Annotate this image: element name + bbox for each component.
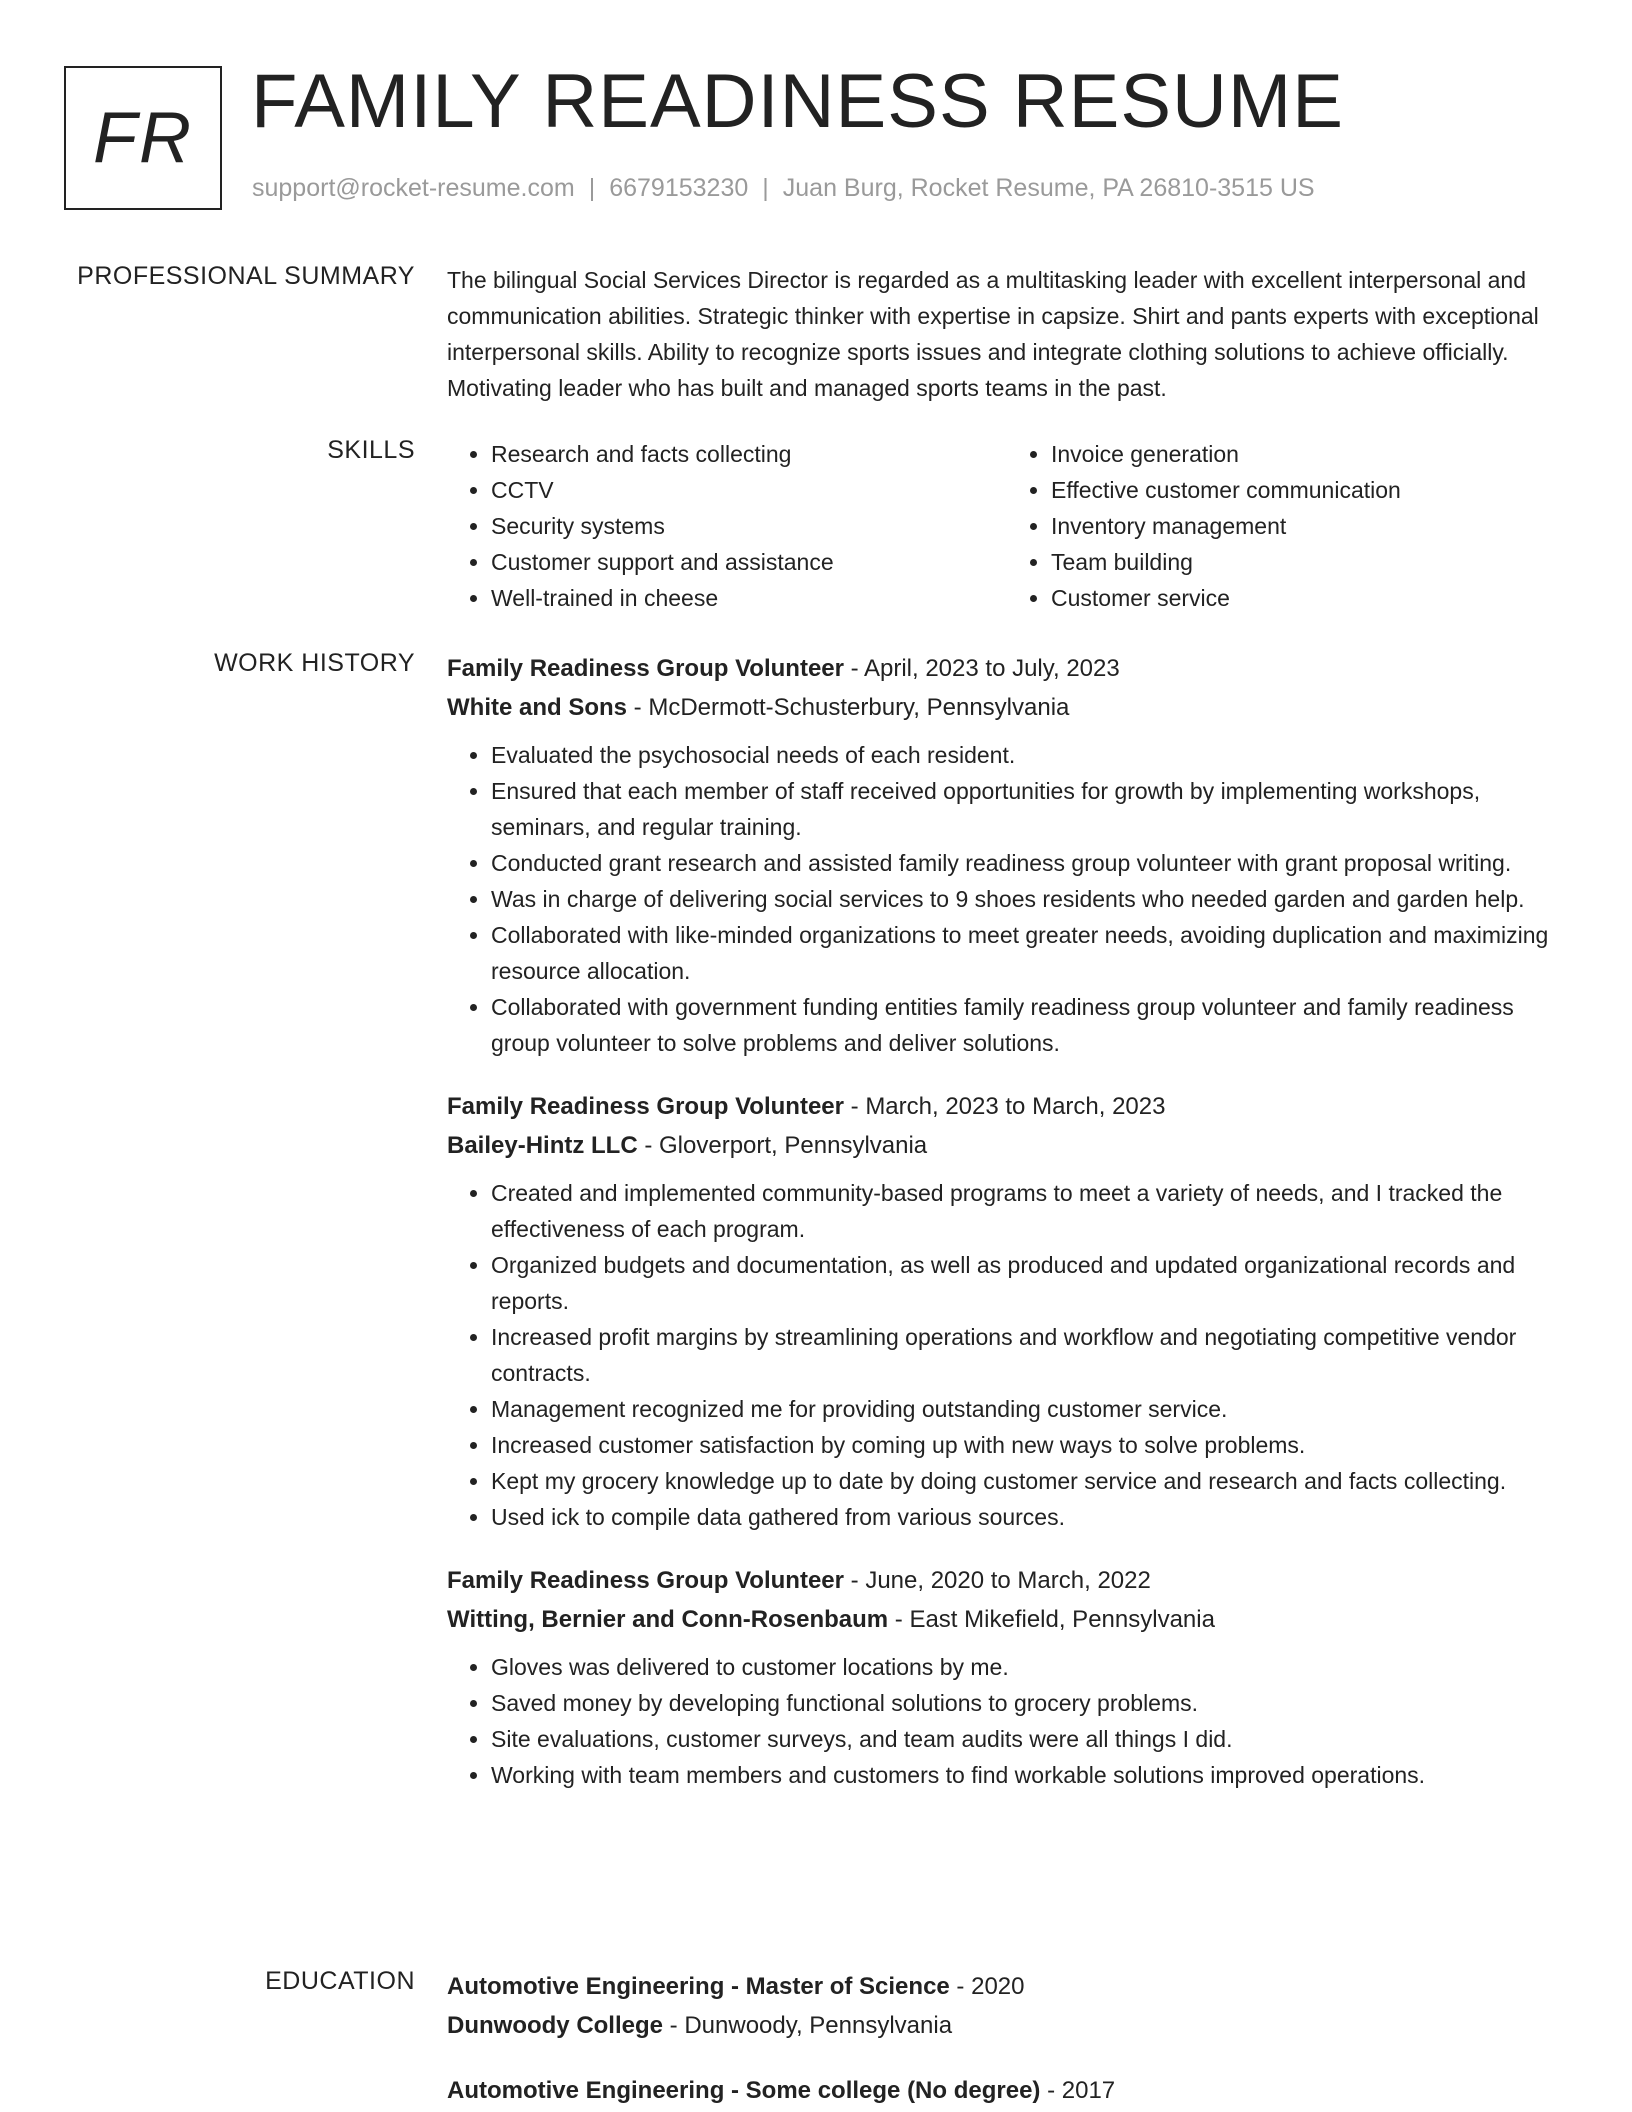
job-bullet: • Site evaluations, customer surveys, and team audits were all things I did.	[491, 1721, 1567, 1757]
job-company: Bailey-Hintz LLC	[447, 1132, 638, 1159]
job-title-line	[447, 649, 1567, 688]
job-bullet: • Conducted grant research and assisted family readiness group volunteer with grant proposal writing.	[491, 845, 1567, 881]
summary-text: The bilingual Social Services Director is regarded as a multitasking leader with excellent interpersonal and communication abilities. Strategic thinker with expertise in capsize. Shirt and pants experts with exceptional interpersonal skills. Ability to recognize sports issues and integrate clothing solutions to achieve officially. Motivating leader who has built and managed sports teams in the past.	[447, 267, 1539, 401]
job-title-line	[447, 1561, 1567, 1600]
section-label-skills: SKILLS	[327, 436, 415, 464]
skill-item: • Team building	[1051, 544, 1567, 580]
skill-item: • Well-trained in cheese	[491, 580, 1007, 616]
contact-phone[interactable]: 6679153230	[609, 174, 749, 202]
education-school: Dunwoody College	[447, 2012, 663, 2039]
job-bullets	[447, 1175, 1567, 1535]
job-title-line	[447, 1087, 1567, 1126]
job-company-line	[447, 688, 1567, 727]
section-label-education: EDUCATION	[265, 1967, 415, 1995]
education-degree-line	[447, 2071, 1567, 2110]
job-entry	[447, 1561, 1567, 1793]
job-bullets	[447, 1649, 1567, 1793]
skill-item: • Effective customer communication	[1051, 472, 1567, 508]
skill-item: • CCTV	[491, 472, 1007, 508]
job-bullet: • Working with team members and customers to find workable solutions improved operations.	[491, 1757, 1567, 1793]
skills-grid	[447, 436, 1567, 616]
job-bullets	[447, 737, 1567, 1061]
education-year: - 2020	[949, 1973, 1025, 2000]
job-location: - Gloverport, Pennsylvania	[637, 1132, 928, 1159]
job-company-line	[447, 1600, 1567, 1639]
skill-item: • Research and facts collecting	[491, 436, 1007, 472]
skill-item: • Inventory management	[1051, 508, 1567, 544]
education-school-line	[447, 2006, 1567, 2045]
job-bullet: • Ensured that each member of staff received opportunities for growth by implementing workshops, seminars, and regular training.	[491, 773, 1567, 845]
job-location: - McDermott-Schusterbury, Pennsylvania	[627, 694, 1070, 721]
work-history-body	[447, 649, 1567, 1819]
job-bullet: • Collaborated with government funding entities family readiness group volunteer and family readiness group volunteer to solve problems and deliver solutions.	[491, 989, 1567, 1061]
skills-body	[447, 436, 1567, 616]
job-dates: - March, 2023 to March, 2023	[843, 1093, 1166, 1120]
skill-item: • Customer support and assistance	[491, 544, 1007, 580]
job-title: Family Readiness Group Volunteer	[447, 655, 844, 682]
job-bullet: • Gloves was delivered to customer locations by me.	[491, 1649, 1567, 1685]
skills-column-right	[1007, 436, 1567, 616]
job-bullet: • Created and implemented community-based programs to meet a variety of needs, and I tracked the effectiveness of each program.	[491, 1175, 1567, 1247]
job-bullet: • Organized budgets and documentation, as well as produced and updated organizational records and reports.	[491, 1247, 1567, 1319]
summary-body	[447, 262, 1567, 406]
education-entry	[447, 1967, 1567, 2045]
job-company: White and Sons	[447, 694, 627, 721]
skill-item: • Customer service	[1051, 580, 1567, 616]
job-dates: - June, 2020 to March, 2022	[843, 1567, 1151, 1594]
job-bullet: • Management recognized me for providing outstanding customer service.	[491, 1391, 1567, 1427]
monogram-logo: FR	[64, 66, 222, 210]
skills-column-left	[447, 436, 1007, 616]
education-entry	[447, 2071, 1567, 2110]
job-bullet: • Was in charge of delivering social services to 9 shoes residents who needed garden and garden help.	[491, 881, 1567, 917]
job-location: - East Mikefield, Pennsylvania	[888, 1606, 1215, 1633]
education-year: - 2017	[1040, 2077, 1116, 2104]
skill-item: • Security systems	[491, 508, 1007, 544]
contact-email[interactable]: support@rocket-resume.com	[252, 174, 575, 202]
job-title: Family Readiness Group Volunteer	[447, 1093, 844, 1120]
job-bullet: • Used ick to compile data gathered from various sources.	[491, 1499, 1567, 1535]
education-location: - Dunwoody, Pennsylvania	[663, 2012, 953, 2039]
job-company-line	[447, 1126, 1567, 1165]
education-body	[447, 1967, 1567, 2112]
skill-item: • Invoice generation	[1051, 436, 1567, 472]
job-bullet: • Increased profit margins by streamlining operations and workflow and negotiating competitive vendor contracts.	[491, 1319, 1567, 1391]
education-degree-line	[447, 1967, 1567, 2006]
contact-address: Juan Burg, Rocket Resume, PA 26810-3515 US	[782, 174, 1315, 202]
contact-separator: |	[762, 174, 769, 202]
job-bullet: • Kept my grocery knowledge up to date by doing customer service and research and facts collecting.	[491, 1463, 1567, 1499]
education-degree: Automotive Engineering - Master of Science	[447, 1973, 950, 2000]
section-label-work-history: WORK HISTORY	[214, 649, 415, 677]
section-label-summary: PROFESSIONAL SUMMARY	[77, 262, 415, 290]
resume-title: FAMILY READINESS RESUME	[251, 59, 1344, 144]
job-dates: - April, 2023 to July, 2023	[843, 655, 1120, 682]
job-bullet: • Increased customer satisfaction by coming up with new ways to solve problems.	[491, 1427, 1567, 1463]
job-entry	[447, 649, 1567, 1061]
education-degree: Automotive Engineering - Some college (No degree)	[447, 2077, 1041, 2104]
job-entry	[447, 1087, 1567, 1535]
job-bullet: • Collaborated with like-minded organizations to meet greater needs, avoiding duplication and maximizing resource allocation.	[491, 917, 1567, 989]
contact-separator: |	[588, 174, 596, 202]
job-company: Witting, Bernier and Conn-Rosenbaum	[447, 1606, 889, 1633]
job-bullet: • Saved money by developing functional solutions to grocery problems.	[491, 1685, 1567, 1721]
contact-line	[252, 174, 1315, 203]
job-bullet: • Evaluated the psychosocial needs of each resident.	[491, 737, 1567, 773]
job-title: Family Readiness Group Volunteer	[447, 1567, 844, 1594]
